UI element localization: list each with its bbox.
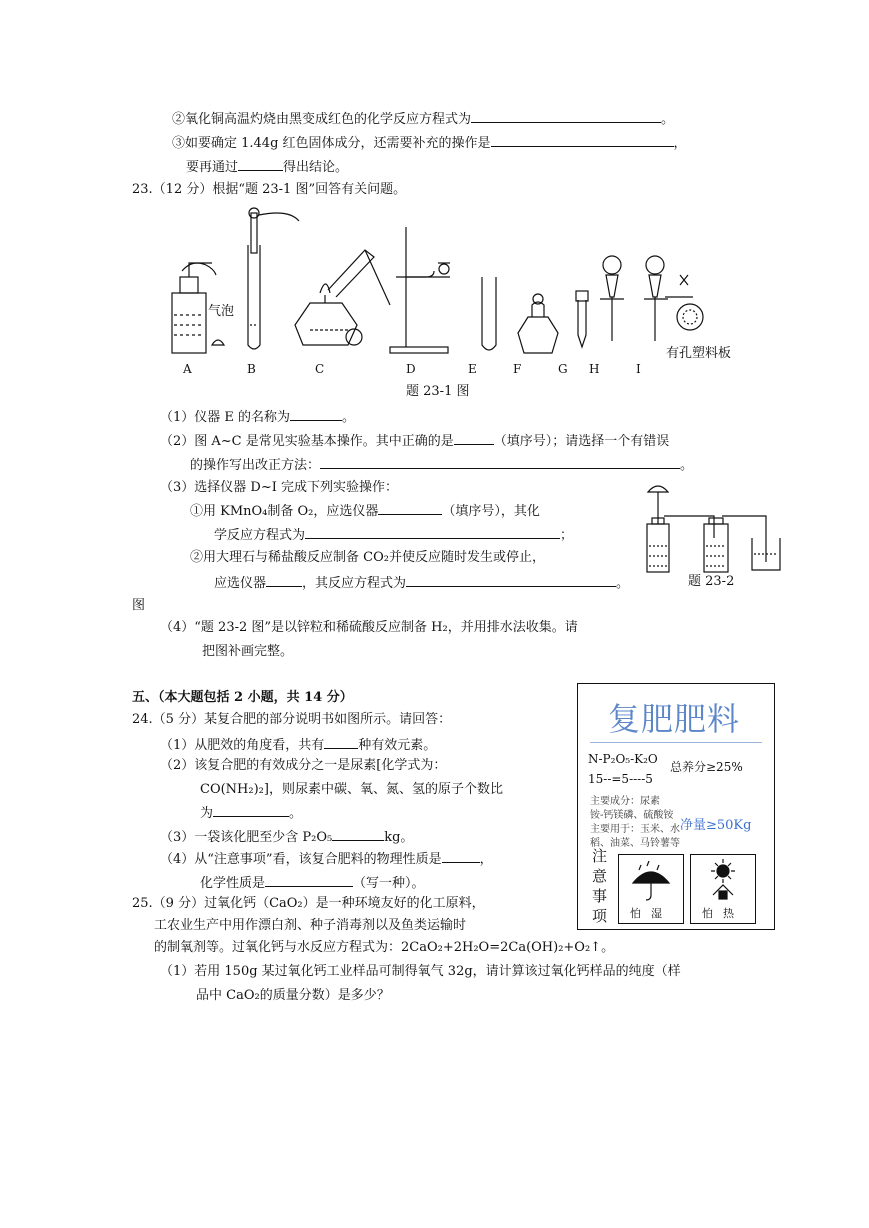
figure-caption: 题 23-1 图	[406, 384, 470, 399]
question-23-3b2: 应选仪器 ，其反应方程式为 。	[214, 572, 629, 594]
apparatus-d	[390, 227, 450, 353]
label-plate: 有孔塑料板	[666, 346, 732, 361]
apparatus-label-a: A	[183, 362, 192, 376]
label-ingredients-1: 主要成分：尿素	[590, 796, 660, 807]
apparatus-label-d: D	[406, 362, 416, 376]
warning-keep-dry: 怕湿	[618, 854, 684, 924]
apparatus-label-c: C	[315, 362, 325, 376]
apparatus-label-h: H	[589, 362, 600, 376]
question-24-4: （4）从“注意事项”看，该复合肥料的物理性质是 ，	[160, 848, 493, 870]
answer-blank[interactable]	[406, 572, 616, 587]
answer-blank[interactable]	[265, 872, 353, 887]
answer-blank[interactable]	[213, 802, 289, 817]
answer-blank[interactable]	[442, 848, 480, 863]
answer-blank[interactable]	[266, 572, 302, 587]
label-bubble: 气泡	[208, 304, 235, 319]
apparatus-label-b: B	[247, 362, 256, 376]
figure-23-2-caption: 题 23-2	[688, 574, 735, 589]
apparatus-f	[518, 294, 558, 353]
answer-blank[interactable]	[332, 826, 384, 841]
question-25c: 的制氧剂等。过氧化钙与水反应方程式为：2CaO₂+2H₂O=2Ca(OH)₂+O₂↑。	[154, 940, 615, 955]
apparatus-g	[576, 291, 588, 347]
question-23-3: （3）选择仪器 D~I 完成下列实验操作：	[160, 480, 398, 495]
question-24-2c: 为 。	[200, 802, 302, 824]
apparatus-h	[600, 256, 624, 341]
question-23-heading: 23.（12 分）根据“题 23-1 图”回答有关问题。	[132, 182, 407, 197]
question-25: 25.（9 分）过氧化钙（CaO₂）是一种环境友好的化工原料，	[132, 896, 485, 911]
question-24-2: （2）该复合肥的有效成分之一是尿素[化学式为：	[160, 758, 447, 773]
question-23-3a2: 学反应方程式为 ；	[214, 524, 573, 546]
answer-blank[interactable]	[454, 430, 494, 445]
apparatus-e	[482, 277, 496, 350]
apparatus-i	[644, 256, 703, 341]
warning-keep-cool: 怕热	[690, 854, 756, 924]
question-23-2: （2）图 A~C 是常见实验基本操作。其中正确的是 （填序号）；请选择一个有错误	[160, 430, 669, 452]
answer-blank[interactable]	[320, 454, 680, 469]
label-total-nutrient: 总养分≥25%	[670, 760, 743, 774]
label-ratio: 15--=5----5	[588, 772, 653, 786]
question-22-line4: 要再通过 得出结论。	[186, 156, 348, 178]
answer-blank[interactable]	[471, 108, 661, 123]
answer-blank[interactable]	[324, 734, 358, 749]
question-23-4b: 把图补画完整。	[202, 644, 294, 659]
question-23-2b: 的操作写出改正方法： 。	[190, 454, 693, 476]
umbrella-icon	[619, 855, 683, 903]
apparatus-label-g: G	[558, 362, 568, 376]
label-ingredients-2: 铵-钙镁磷、硫酸铵	[590, 810, 674, 821]
question-24: 24.（5 分）某复合肥的部分说明书如图所示。请回答：	[132, 712, 452, 727]
apparatus-label-e: E	[468, 362, 477, 376]
label-net-weight: 净量≥50Kg	[680, 818, 752, 833]
question-23-3a: ①用 KMnO₄制备 O₂，应选仪器 （填序号），其化	[190, 500, 540, 522]
question-24-3: （3）一袋该化肥至少含 P₂O₅ kg。	[160, 826, 413, 848]
figure-23-2-caption-tail: 图	[132, 598, 146, 613]
question-24-2b: CO(NH₂)₂]，则尿素中碳、氧、氮、氢的原子个数比	[200, 782, 503, 797]
title-underline	[590, 742, 762, 743]
question-24-4b: 化学性质是 （写一种）。	[200, 872, 425, 894]
label-formula: N-P₂O₅-K₂O	[588, 752, 658, 766]
answer-blank[interactable]	[305, 524, 560, 539]
answer-blank[interactable]	[491, 132, 674, 147]
question-24-1: （1）从肥效的角度看，共有 种有效元素。	[160, 734, 436, 756]
answer-blank[interactable]	[290, 406, 342, 421]
figure-23-2	[640, 482, 790, 574]
question-22-line2: ②氧化铜高温灼烧由黑变成红色的化学反应方程式为 。	[172, 108, 674, 130]
label-title: 复肥肥料	[608, 700, 741, 738]
sun-heat-icon	[691, 855, 755, 903]
question-25-1: （1）若用 150g 某过氧化钙工业样品可制得氧气 32g，请计算该过氧化钙样品的纯度（样	[160, 964, 681, 979]
fertilizer-label	[577, 683, 775, 930]
question-23-3b: ②用大理石与稀盐酸反应制备 CO₂并使反应随时发生或停止，	[190, 550, 545, 565]
apparatus-c	[295, 250, 390, 345]
question-25-1b: 品中 CaO₂的质量分数）是多少？	[196, 988, 390, 1003]
question-22-line3: ③如要确定 1.44g 红色固体成分，还需要补充的操作是 ，	[172, 132, 687, 154]
question-23-1: （1）仪器 E 的名称为 。	[160, 406, 355, 428]
question-25b: 工农业生产中用作漂白剂、种子消毒剂以及鱼类运输时	[154, 918, 467, 933]
care-notes: 注 意 事 项	[592, 847, 608, 925]
apparatus-label-i: I	[636, 362, 641, 376]
section-five-heading: 五、（本大题包括 2 小题，共 14 分）	[132, 690, 353, 705]
apparatus-label-f: F	[513, 362, 522, 376]
label-use-2: 稻、油菜、马铃薯等	[590, 838, 680, 849]
apparatus-b	[248, 208, 299, 349]
question-23-4: （4）“题 23-2 图”是以锌粒和稀硫酸反应制备 H₂，并用排水法收集。请	[160, 620, 578, 635]
answer-blank[interactable]	[238, 156, 283, 171]
answer-blank[interactable]	[378, 500, 442, 515]
label-use-1: 主要用于：玉米、水	[590, 824, 680, 835]
